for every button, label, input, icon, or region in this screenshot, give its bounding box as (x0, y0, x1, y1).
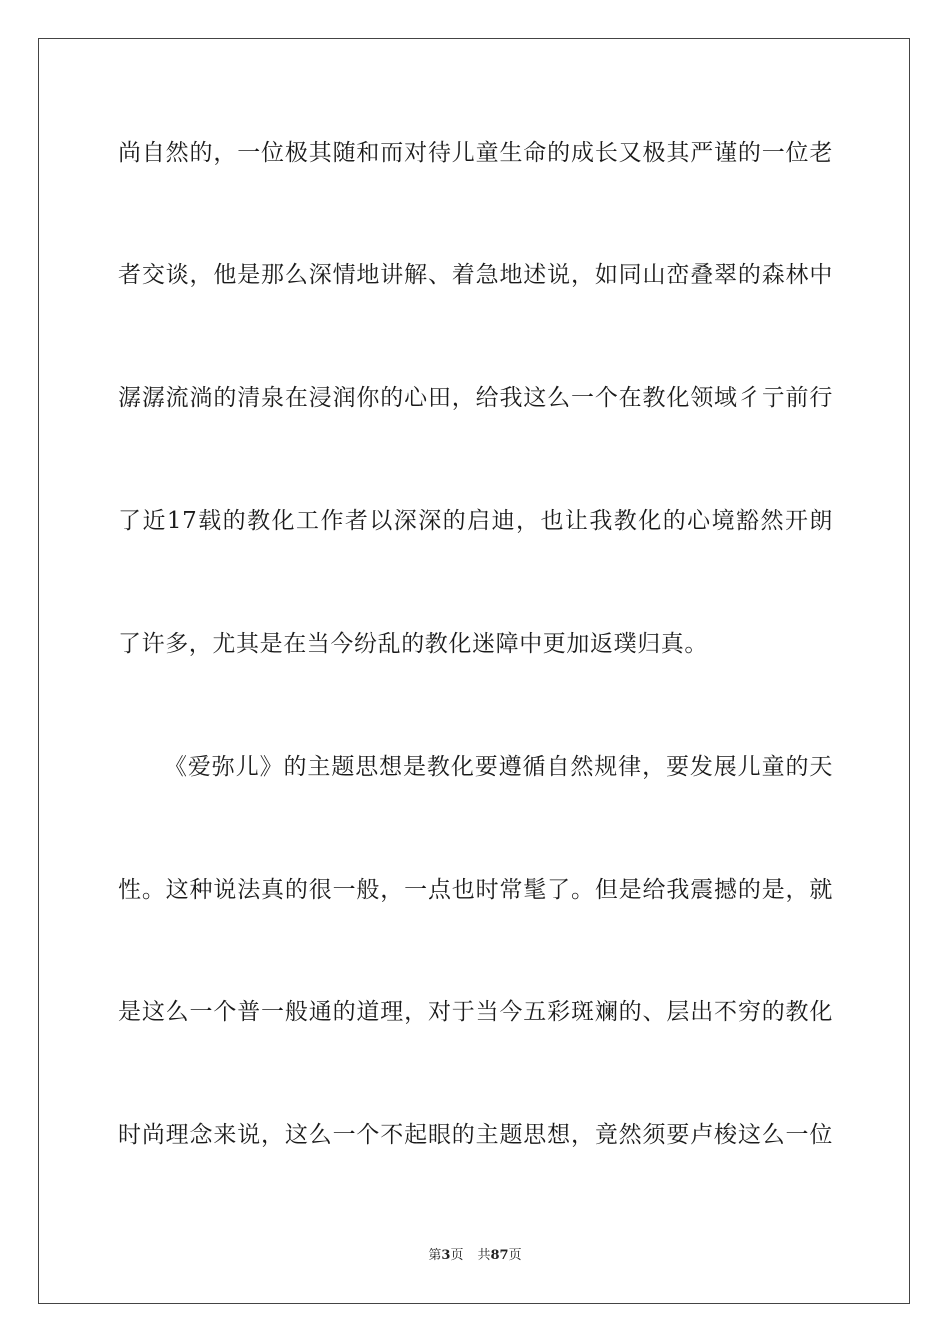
page-number: 3 (441, 1248, 451, 1263)
page-total: 87 (490, 1248, 509, 1263)
text-line-1: 尚自然的，一位极其随和而对待儿童生命的成长又极其严谨的一位老 (118, 140, 833, 166)
page-border (38, 38, 910, 1304)
text-line-5: 了许多，尤其是在当今纷乱的教化迷障中更加返璞归真。 (118, 631, 708, 657)
total-prefix: 共 (477, 1248, 491, 1263)
text-line-9: 时尚理念来说，这么一个不起眼的主题思想，竟然须要卢梭这么一位 (118, 1122, 833, 1148)
text-line-8: 是这么一个普一般通的道理，对于当今五彩斑斓的、层出不穷的教化 (118, 999, 833, 1025)
text-line-3: 潺潺流淌的清泉在浸润你的心田，给我这么一个在教化领域彳亍前行 (118, 385, 833, 411)
page-prefix: 第 (428, 1248, 442, 1263)
page-footer (0, 1247, 950, 1265)
text-line-4: 了近17载的教化工作者以深深的启迪，也让我教化的心境豁然开朗 (118, 508, 833, 534)
text-line-2: 者交谈，他是那么深情地讲解、着急地述说，如同山峦叠翠的森林中 (118, 262, 833, 288)
total-unit: 页 (508, 1248, 522, 1263)
paragraph-start-line: 《爱弥儿》的主题思想是教化要遵循自然规律，要发展儿童的天 (164, 754, 833, 780)
page-unit: 页 (450, 1248, 464, 1263)
text-line-7: 性。这种说法真的很一般，一点也时常髦了。但是给我震撼的是，就 (118, 877, 833, 903)
